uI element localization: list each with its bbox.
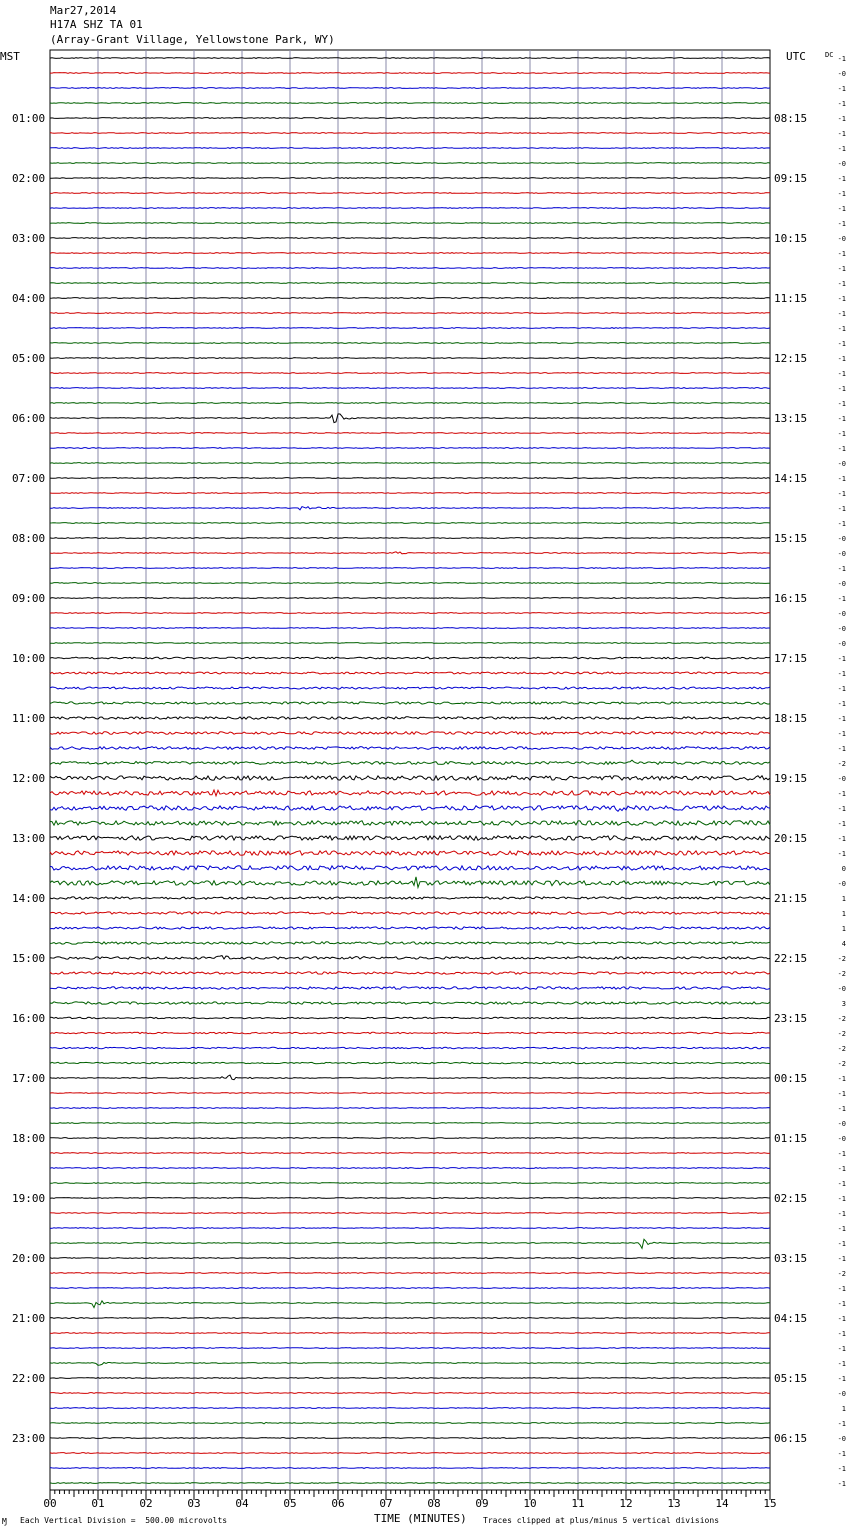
seismic-trace xyxy=(50,478,770,479)
utc-hour-label: 23:15 xyxy=(774,1012,808,1025)
x-tick-label: 14 xyxy=(715,1497,729,1510)
station-label: H17A SHZ TA 01 xyxy=(50,18,143,31)
mst-hour-label: 08:00 xyxy=(12,532,46,545)
x-tick-label: 00 xyxy=(43,1497,57,1510)
dc-offset-label: -1 xyxy=(837,520,846,528)
seismic-trace xyxy=(50,583,770,584)
x-tick-label: 01 xyxy=(91,1497,105,1510)
dc-offset-label: -1 xyxy=(837,850,846,858)
seismic-trace xyxy=(50,628,770,629)
seismic-trace xyxy=(50,493,770,494)
dc-offset-label: -1 xyxy=(837,1195,846,1203)
seismic-trace xyxy=(50,836,770,840)
dc-offset-label: -0 xyxy=(837,580,846,588)
dc-offset-label: -1 xyxy=(837,1105,846,1113)
dc-offset-label: -2 xyxy=(837,760,846,768)
seismic-trace xyxy=(50,552,770,554)
seismic-trace xyxy=(50,238,770,239)
x-axis-label: TIME (MINUTES) xyxy=(374,1512,467,1525)
seismic-trace xyxy=(50,1363,770,1366)
seismic-trace xyxy=(50,672,770,674)
mst-hour-label: 05:00 xyxy=(12,352,46,365)
dc-title: DC xyxy=(825,51,834,59)
seismic-trace xyxy=(50,1408,770,1409)
dc-offset-label: -1 xyxy=(837,1165,846,1173)
utc-hour-label: 14:15 xyxy=(774,472,808,485)
dc-offset-label: -0 xyxy=(837,535,846,543)
dc-offset-label: -1 xyxy=(837,1150,846,1158)
dc-offset-label: -1 xyxy=(837,820,846,828)
seismic-trace xyxy=(50,148,770,149)
dc-offset-label: -0 xyxy=(837,70,846,78)
dc-offset-label: -0 xyxy=(837,880,846,888)
dc-offset-label: -1 xyxy=(837,1300,846,1308)
dc-offset-label: -1 xyxy=(837,385,846,393)
seismic-trace xyxy=(50,717,770,719)
utc-hour-label: 08:15 xyxy=(774,112,808,125)
dc-offset-label: 3 xyxy=(841,1000,846,1008)
dc-offset-label: -2 xyxy=(837,1060,846,1068)
dc-offset-label: -1 xyxy=(837,655,846,663)
seismic-trace xyxy=(50,806,770,812)
dc-offset-label: 1 xyxy=(841,925,846,933)
seismic-trace xyxy=(50,1288,770,1289)
dc-offset-label: 1 xyxy=(841,910,846,918)
utc-hour-label: 09:15 xyxy=(774,172,808,185)
seismic-trace xyxy=(50,507,770,510)
dc-offset-label: 1 xyxy=(841,895,846,903)
seismic-trace xyxy=(50,414,770,423)
seismic-trace xyxy=(50,283,770,284)
utc-hour-label: 15:15 xyxy=(774,532,808,545)
dc-offset-label: -1 xyxy=(837,565,846,573)
dc-offset-label: -0 xyxy=(837,1135,846,1143)
mst-hour-label: 20:00 xyxy=(12,1252,46,1265)
seismic-trace xyxy=(50,866,770,870)
seismic-trace xyxy=(50,851,770,855)
seismic-trace xyxy=(50,1183,770,1184)
seismic-trace xyxy=(50,118,770,119)
dc-offset-label: -2 xyxy=(837,1015,846,1023)
seismic-trace xyxy=(50,956,770,960)
mst-hour-label: 12:00 xyxy=(12,772,46,785)
dc-offset-label: -1 xyxy=(837,1210,846,1218)
utc-hour-label: 19:15 xyxy=(774,772,808,785)
seismic-trace xyxy=(50,1017,770,1018)
mst-hour-label: 19:00 xyxy=(12,1192,46,1205)
seismic-trace xyxy=(50,403,770,404)
mst-hour-label: 03:00 xyxy=(12,232,46,245)
seismic-trace xyxy=(50,760,770,764)
utc-hour-label: 22:15 xyxy=(774,952,808,965)
dc-offset-label: -2 xyxy=(837,955,846,963)
utc-hour-label: 10:15 xyxy=(774,232,808,245)
dc-offset-label: -2 xyxy=(837,1045,846,1053)
dc-offset-label: -2 xyxy=(837,970,846,978)
seismic-trace xyxy=(50,1239,770,1248)
dc-offset-label: -1 xyxy=(837,1075,846,1083)
dc-offset-label: -1 xyxy=(837,1330,846,1338)
seismic-trace xyxy=(50,1378,770,1379)
mst-hour-label: 11:00 xyxy=(12,712,46,725)
scale-note: Each Vertical Division = 500.00 microvolts xyxy=(20,1516,228,1525)
seismic-trace xyxy=(50,1123,770,1124)
seismic-trace xyxy=(50,987,770,989)
seismic-trace xyxy=(50,732,770,735)
seismic-trace xyxy=(50,373,770,374)
clip-note: Traces clipped at plus/minus 5 vertical divisions xyxy=(483,1516,720,1525)
dc-offset-label: -0 xyxy=(837,640,846,648)
seismic-trace xyxy=(50,1108,770,1109)
dc-offset-label: -0 xyxy=(837,160,846,168)
x-tick-label: 12 xyxy=(619,1497,633,1510)
location-label: (Array-Grant Village, Yellowstone Park, WY) xyxy=(50,33,335,46)
dc-offset-label: -1 xyxy=(837,805,846,813)
seismic-trace xyxy=(50,1258,770,1259)
seismic-trace xyxy=(50,208,770,209)
utc-hour-label: 18:15 xyxy=(774,712,808,725)
dc-offset-label: -0 xyxy=(837,985,846,993)
seismic-trace xyxy=(50,1075,770,1080)
dc-offset-label: -1 xyxy=(837,595,846,603)
dc-offset-label: -1 xyxy=(837,1240,846,1248)
seismic-trace xyxy=(50,1483,770,1484)
dc-offset-label: -1 xyxy=(837,220,846,228)
x-tick-label: 02 xyxy=(139,1497,153,1510)
seismic-trace xyxy=(50,1453,770,1454)
mst-hour-label: 09:00 xyxy=(12,592,46,605)
dc-offset-label: -1 xyxy=(837,355,846,363)
dc-offset-label: -1 xyxy=(837,475,846,483)
dc-offset-label: -0 xyxy=(837,625,846,633)
mst-hour-label: 14:00 xyxy=(12,892,46,905)
seismic-trace xyxy=(50,1002,770,1004)
seismic-trace xyxy=(50,1062,770,1063)
x-tick-label: 06 xyxy=(331,1497,345,1510)
mst-hour-label: 22:00 xyxy=(12,1372,46,1385)
dc-offset-label: -1 xyxy=(837,685,846,693)
seismic-trace xyxy=(50,73,770,74)
dc-offset-label: -2 xyxy=(837,1270,846,1278)
seismic-trace xyxy=(50,538,770,539)
dc-offset-label: -1 xyxy=(837,250,846,258)
dc-offset-label: -1 xyxy=(837,1450,846,1458)
x-tick-label: 15 xyxy=(763,1497,777,1510)
seismic-trace xyxy=(50,463,770,464)
mst-hour-label: 13:00 xyxy=(12,832,46,845)
seismic-trace xyxy=(50,1333,770,1334)
utc-hour-label: 05:15 xyxy=(774,1372,808,1385)
dc-offset-label: -1 xyxy=(837,1090,846,1098)
mst-hour-label: 10:00 xyxy=(12,652,46,665)
dc-offset-label: -1 xyxy=(837,1255,846,1263)
dc-offset-label: -1 xyxy=(837,55,846,63)
dc-offset-label: -1 xyxy=(837,490,846,498)
seismic-trace xyxy=(50,343,770,344)
seismic-trace xyxy=(50,877,770,888)
utc-hour-label: 20:15 xyxy=(774,832,808,845)
mst-hour-label: 06:00 xyxy=(12,412,46,425)
x-tick-label: 04 xyxy=(235,1497,249,1510)
x-tick-label: 13 xyxy=(667,1497,681,1510)
seismic-trace xyxy=(50,912,770,914)
x-tick-label: 11 xyxy=(571,1497,585,1510)
dc-offset-label: -1 xyxy=(837,1465,846,1473)
dc-offset-label: -0 xyxy=(837,1390,846,1398)
dc-offset-label: -0 xyxy=(837,550,846,558)
dc-offset-label: -2 xyxy=(837,1030,846,1038)
seismic-trace xyxy=(50,253,770,254)
seismic-trace xyxy=(50,927,770,929)
seismic-trace xyxy=(50,568,770,569)
seismic-trace xyxy=(50,776,770,780)
seismic-trace xyxy=(50,523,770,524)
mst-hour-label: 07:00 xyxy=(12,472,46,485)
dc-offset-label: -1 xyxy=(837,280,846,288)
utc-hour-label: 16:15 xyxy=(774,592,808,605)
dc-offset-label: -0 xyxy=(837,775,846,783)
seismic-trace xyxy=(50,223,770,224)
dc-offset-label: -1 xyxy=(837,325,846,333)
seismic-trace xyxy=(50,1047,770,1048)
seismic-trace xyxy=(50,1318,770,1319)
seismic-trace xyxy=(50,1093,770,1094)
mst-hour-label: 16:00 xyxy=(12,1012,46,1025)
utc-hour-label: 06:15 xyxy=(774,1432,808,1445)
dc-offset-label: -1 xyxy=(837,175,846,183)
mst-hour-label: 02:00 xyxy=(12,172,46,185)
seismic-trace xyxy=(50,657,770,659)
x-tick-label: 10 xyxy=(523,1497,537,1510)
seismic-trace xyxy=(50,702,770,704)
dc-offset-label: -1 xyxy=(837,1345,846,1353)
utc-axis-title: UTC xyxy=(786,50,806,63)
dc-offset-label: -1 xyxy=(837,145,846,153)
seismic-trace xyxy=(50,163,770,164)
dc-offset-label: -0 xyxy=(837,460,846,468)
seismic-trace xyxy=(50,790,770,796)
dc-offset-label: -1 xyxy=(837,130,846,138)
seismic-trace xyxy=(50,193,770,194)
mst-hour-label: 04:00 xyxy=(12,292,46,305)
date-label: Mar27,2014 xyxy=(50,4,117,17)
seismic-trace xyxy=(50,1138,770,1139)
seismic-trace xyxy=(50,1422,770,1423)
dc-offset-label: -1 xyxy=(837,1480,846,1488)
seismic-trace xyxy=(50,103,770,104)
seismic-trace xyxy=(50,613,770,614)
dc-offset-label: -1 xyxy=(837,190,846,198)
plot-frame xyxy=(50,50,770,1490)
dc-offset-label: -1 xyxy=(837,745,846,753)
seismic-trace xyxy=(50,88,770,89)
seismic-trace xyxy=(50,897,770,899)
dc-offset-label: -1 xyxy=(837,730,846,738)
dc-offset-label: -1 xyxy=(837,295,846,303)
utc-hour-label: 04:15 xyxy=(774,1312,808,1325)
dc-offset-label: -1 xyxy=(837,670,846,678)
dc-offset-label: -1 xyxy=(837,400,846,408)
mst-hour-label: 23:00 xyxy=(12,1432,46,1445)
dc-offset-label: -1 xyxy=(837,790,846,798)
utc-hour-label: 17:15 xyxy=(774,652,808,665)
seismic-trace xyxy=(50,747,770,750)
utc-hour-label: 11:15 xyxy=(774,292,808,305)
dc-offset-label: -1 xyxy=(837,85,846,93)
seismic-trace xyxy=(50,448,770,449)
dc-offset-label: 0 xyxy=(841,865,846,873)
seismic-trace xyxy=(50,1198,770,1199)
mst-hour-label: 01:00 xyxy=(12,112,46,125)
mst-hour-label: 21:00 xyxy=(12,1312,46,1325)
seismic-trace xyxy=(50,1468,770,1469)
utc-hour-label: 02:15 xyxy=(774,1192,808,1205)
seismic-trace xyxy=(50,133,770,134)
x-tick-label: 05 xyxy=(283,1497,297,1510)
x-tick-label: 08 xyxy=(427,1497,441,1510)
seismic-trace xyxy=(50,598,770,599)
mst-axis-title: MST xyxy=(0,50,20,63)
dc-offset-label: -1 xyxy=(837,310,846,318)
dc-offset-label: -1 xyxy=(837,415,846,423)
seismic-trace xyxy=(50,178,770,179)
seismic-trace xyxy=(50,1348,770,1349)
seismic-trace xyxy=(50,388,770,389)
seismic-trace xyxy=(50,1438,770,1439)
dc-offset-label: -1 xyxy=(837,430,846,438)
seismic-trace xyxy=(50,972,770,974)
dc-offset-label: -1 xyxy=(837,1420,846,1428)
mst-hour-label: 18:00 xyxy=(12,1132,46,1145)
seismic-trace xyxy=(50,821,770,825)
dc-offset-label: -1 xyxy=(837,115,846,123)
dc-offset-label: 1 xyxy=(841,1405,846,1413)
seismic-trace xyxy=(50,1032,770,1033)
utc-hour-label: 01:15 xyxy=(774,1132,808,1145)
dc-offset-label: -1 xyxy=(837,1315,846,1323)
utc-hour-label: 00:15 xyxy=(774,1072,808,1085)
utc-hour-label: 21:15 xyxy=(774,892,808,905)
seismic-trace xyxy=(50,1301,770,1308)
dc-offset-label: -1 xyxy=(837,100,846,108)
dc-offset-label: -1 xyxy=(837,1180,846,1188)
utc-hour-label: 13:15 xyxy=(774,412,808,425)
seismic-trace xyxy=(50,298,770,299)
seismic-trace xyxy=(50,1168,770,1169)
mst-hour-label: 15:00 xyxy=(12,952,46,965)
dc-offset-label: -1 xyxy=(837,1375,846,1383)
seismic-trace xyxy=(50,1228,770,1229)
dc-offset-label: -1 xyxy=(837,1360,846,1368)
seismic-trace xyxy=(50,1153,770,1154)
utc-hour-label: 03:15 xyxy=(774,1252,808,1265)
utc-hour-label: 12:15 xyxy=(774,352,808,365)
seismic-trace xyxy=(50,942,770,944)
dc-offset-label: -1 xyxy=(837,445,846,453)
dc-offset-label: -1 xyxy=(837,700,846,708)
dc-offset-label: -1 xyxy=(837,205,846,213)
dc-offset-label: -0 xyxy=(837,235,846,243)
dc-offset-label: -1 xyxy=(837,505,846,513)
dc-offset-label: -1 xyxy=(837,835,846,843)
seismic-trace xyxy=(50,1393,770,1394)
x-tick-label: 09 xyxy=(475,1497,489,1510)
corner-mark: Ɱ xyxy=(2,1517,7,1526)
dc-offset-label: -0 xyxy=(837,1435,846,1443)
dc-offset-label: -1 xyxy=(837,370,846,378)
x-tick-label: 03 xyxy=(187,1497,201,1510)
seismic-trace xyxy=(50,687,770,689)
seismic-trace xyxy=(50,433,770,434)
seismic-trace xyxy=(50,58,770,59)
seismic-trace xyxy=(50,268,770,269)
seismic-trace xyxy=(50,643,770,644)
seismic-trace xyxy=(50,328,770,329)
seismic-trace xyxy=(50,1273,770,1274)
dc-offset-label: 4 xyxy=(841,940,846,948)
dc-offset-label: -0 xyxy=(837,1120,846,1128)
seismic-trace xyxy=(50,313,770,314)
x-tick-label: 07 xyxy=(379,1497,393,1510)
dc-offset-label: -1 xyxy=(837,715,846,723)
dc-offset-label: -1 xyxy=(837,1225,846,1233)
dc-offset-label: -1 xyxy=(837,265,846,273)
dc-offset-label: -1 xyxy=(837,1285,846,1293)
dc-offset-label: -1 xyxy=(837,340,846,348)
dc-offset-label: -0 xyxy=(837,610,846,618)
seismic-trace xyxy=(50,358,770,359)
mst-hour-label: 17:00 xyxy=(12,1072,46,1085)
seismic-trace xyxy=(50,1213,770,1214)
